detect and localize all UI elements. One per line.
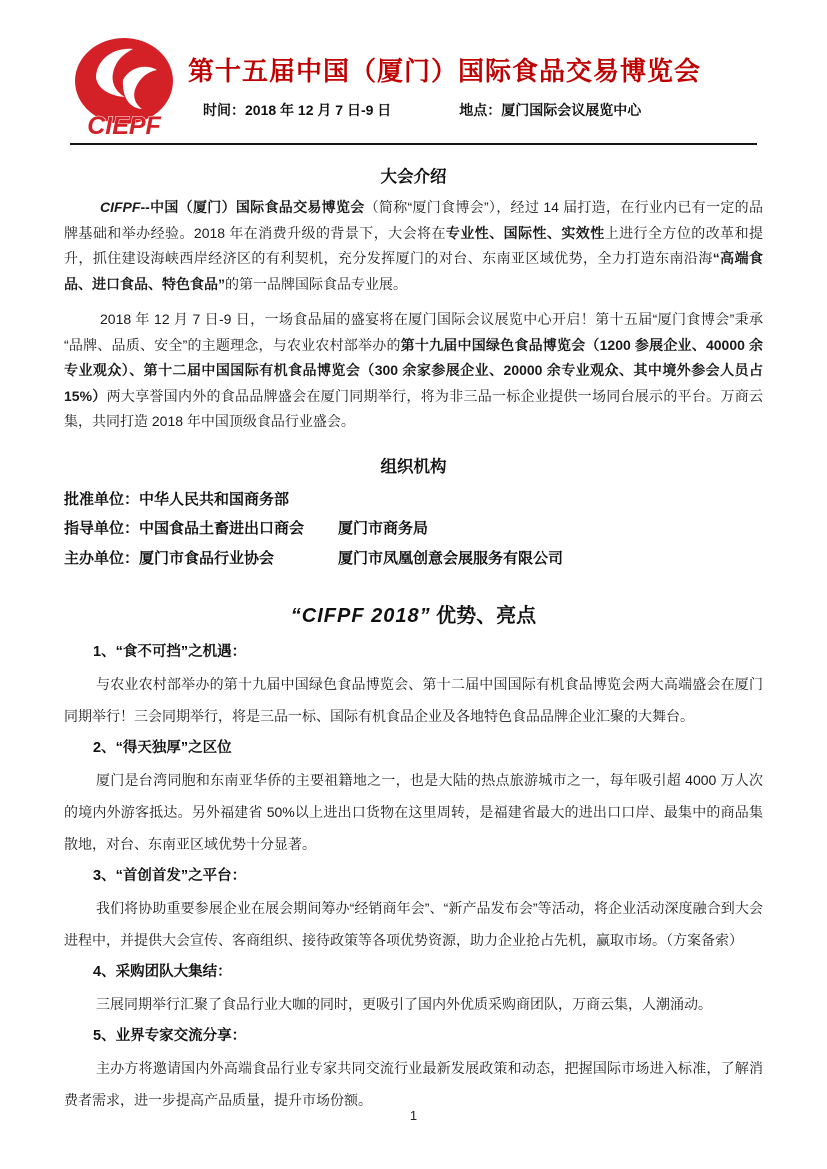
item-body: 我们将协助重要参展企业在展会期间筹办“经销商年会”、“新产品发布会”等活动，将企业活动深度融合到大会进程中，并提供大会宣传、客商组织、接待政策等各项优势资源，助力企业抢占先机，赢取市场。（方案备索）: [64, 900, 763, 948]
org-label: 指导单位：: [64, 520, 140, 537]
section-intro-heading: 大会介绍: [380, 168, 447, 186]
item-body: 与农业农村部举办的第十九届中国绿色食品博览会、第十二届中国国际有机食品博览会两大高端盛会在厦门同期举行！三会同期举行，将是三品一标、国际有机食品企业及各地特色食品品牌企业汇聚的大舞台。: [64, 676, 763, 724]
org-name: 厦门市凤凰创意会展服务有限公司: [338, 549, 564, 567]
organization-list: [64, 485, 763, 574]
logo-text: CIEPF: [87, 112, 161, 139]
org-name: 厦门市食品行业协会: [139, 549, 275, 567]
highlight-item-3: [64, 866, 763, 956]
org-line-guidance: [64, 514, 763, 544]
item-heading: 4、采购团队大集结：: [93, 964, 232, 980]
intro-paragraph-2: 2018 年 12 月 7 日-9 日，一场食品届的盛宴将在厦门国际会议展览中心开启！第十五届“厦门食博会”秉承“品牌、品质、安全”的主题理念，与农业农村部举办的第十九届中国绿色食品博览会（1200 参展企业、40000 余专业观众）、第十二届中国国际有机食品博览会（300 余家参展企业、20000 余专业观众、其中境外参会人员占 15%）两大享誉国内外的食品品牌盛会在厦门同期举行，将为非三品一标企业提供一场同台展示的平台。万商云集，共同打造 2018 年中国顶级食品行业盛会。: [64, 311, 763, 429]
expo-logo: [73, 36, 176, 139]
event-location: 地点：厦门国际会议展览中心: [459, 102, 642, 118]
item-body: 主办方将邀请国内外高端食品行业专家共同交流行业最新发展政策和动态，把握国际市场进入标准，了解消费者需求，进一步提高产品质量，提升市场份额。: [64, 1060, 763, 1108]
header-text-block: [188, 36, 763, 120]
intro-paragraph-1: CIFPF--中国（厦门）国际食品交易博览会（简称“厦门食博会”），经过 14 届打造，在行业内已有一定的品牌基础和举办经验。2018 年在消费升级的背景下，大会将在专业性、国际性、实效性上进行全方位的改革和提升，抓住建设海峡西岸经济区的有利契机，充分发挥厦门的对台、东南亚区域优势，全力打造东南沿海“高端食品、进口食品、特色食品”的第一品牌国际食品专业展。: [64, 199, 764, 292]
section-organization-heading: 组织机构: [380, 457, 447, 476]
highlight-item-2: [64, 738, 763, 860]
header-divider: [70, 143, 757, 145]
event-meta: [203, 100, 763, 120]
org-name: 中华人民共和国商务部: [139, 490, 290, 508]
item-body: 三展同期举行汇聚了食品行业大咖的同时，更吸引了国内外优质采购商团队，万商云集，人潮涌动。: [96, 996, 712, 1012]
item-heading: 1、“食不可挡”之机遇：: [93, 644, 247, 660]
org-line-host: [64, 544, 763, 574]
page-number: 1: [409, 1108, 418, 1123]
org-label: 主办单位：: [64, 549, 140, 567]
org-name: 厦门市商务局: [338, 520, 429, 537]
item-heading: 3、“首创首发”之平台：: [93, 868, 247, 884]
document-body: [0, 163, 827, 1116]
highlight-item-5: [64, 1026, 763, 1116]
section-highlights-heading: “CIFPF 2018” 优势、亮点: [290, 605, 537, 627]
highlight-item-4: [64, 962, 763, 1020]
highlight-item-1: [64, 642, 763, 732]
header: [73, 36, 763, 139]
event-time: 时间：2018 年 12 月 7 日-9 日: [203, 102, 392, 118]
org-name: 中国食品土畜进出口商会: [139, 520, 305, 537]
item-heading: 2、“得天独厚”之区位: [93, 740, 232, 756]
expo-title: 第十五届中国（厦门）国际食品交易博览会: [188, 56, 702, 86]
org-label: 批准单位：: [64, 490, 140, 508]
item-heading: 5、业界专家交流分享：: [93, 1028, 247, 1044]
org-line-approval: [64, 485, 763, 515]
item-body: 厦门是台湾同胞和东南亚华侨的主要祖籍地之一，也是大陆的热点旅游城市之一，每年吸引超 4000 万人次的境内外游客抵达。另外福建省 50%以上进出口货物在这里周转，是福建省最大的进出口口岸、最集中的商品集散地，对台、东南亚区域优势十分显著。: [64, 772, 763, 852]
